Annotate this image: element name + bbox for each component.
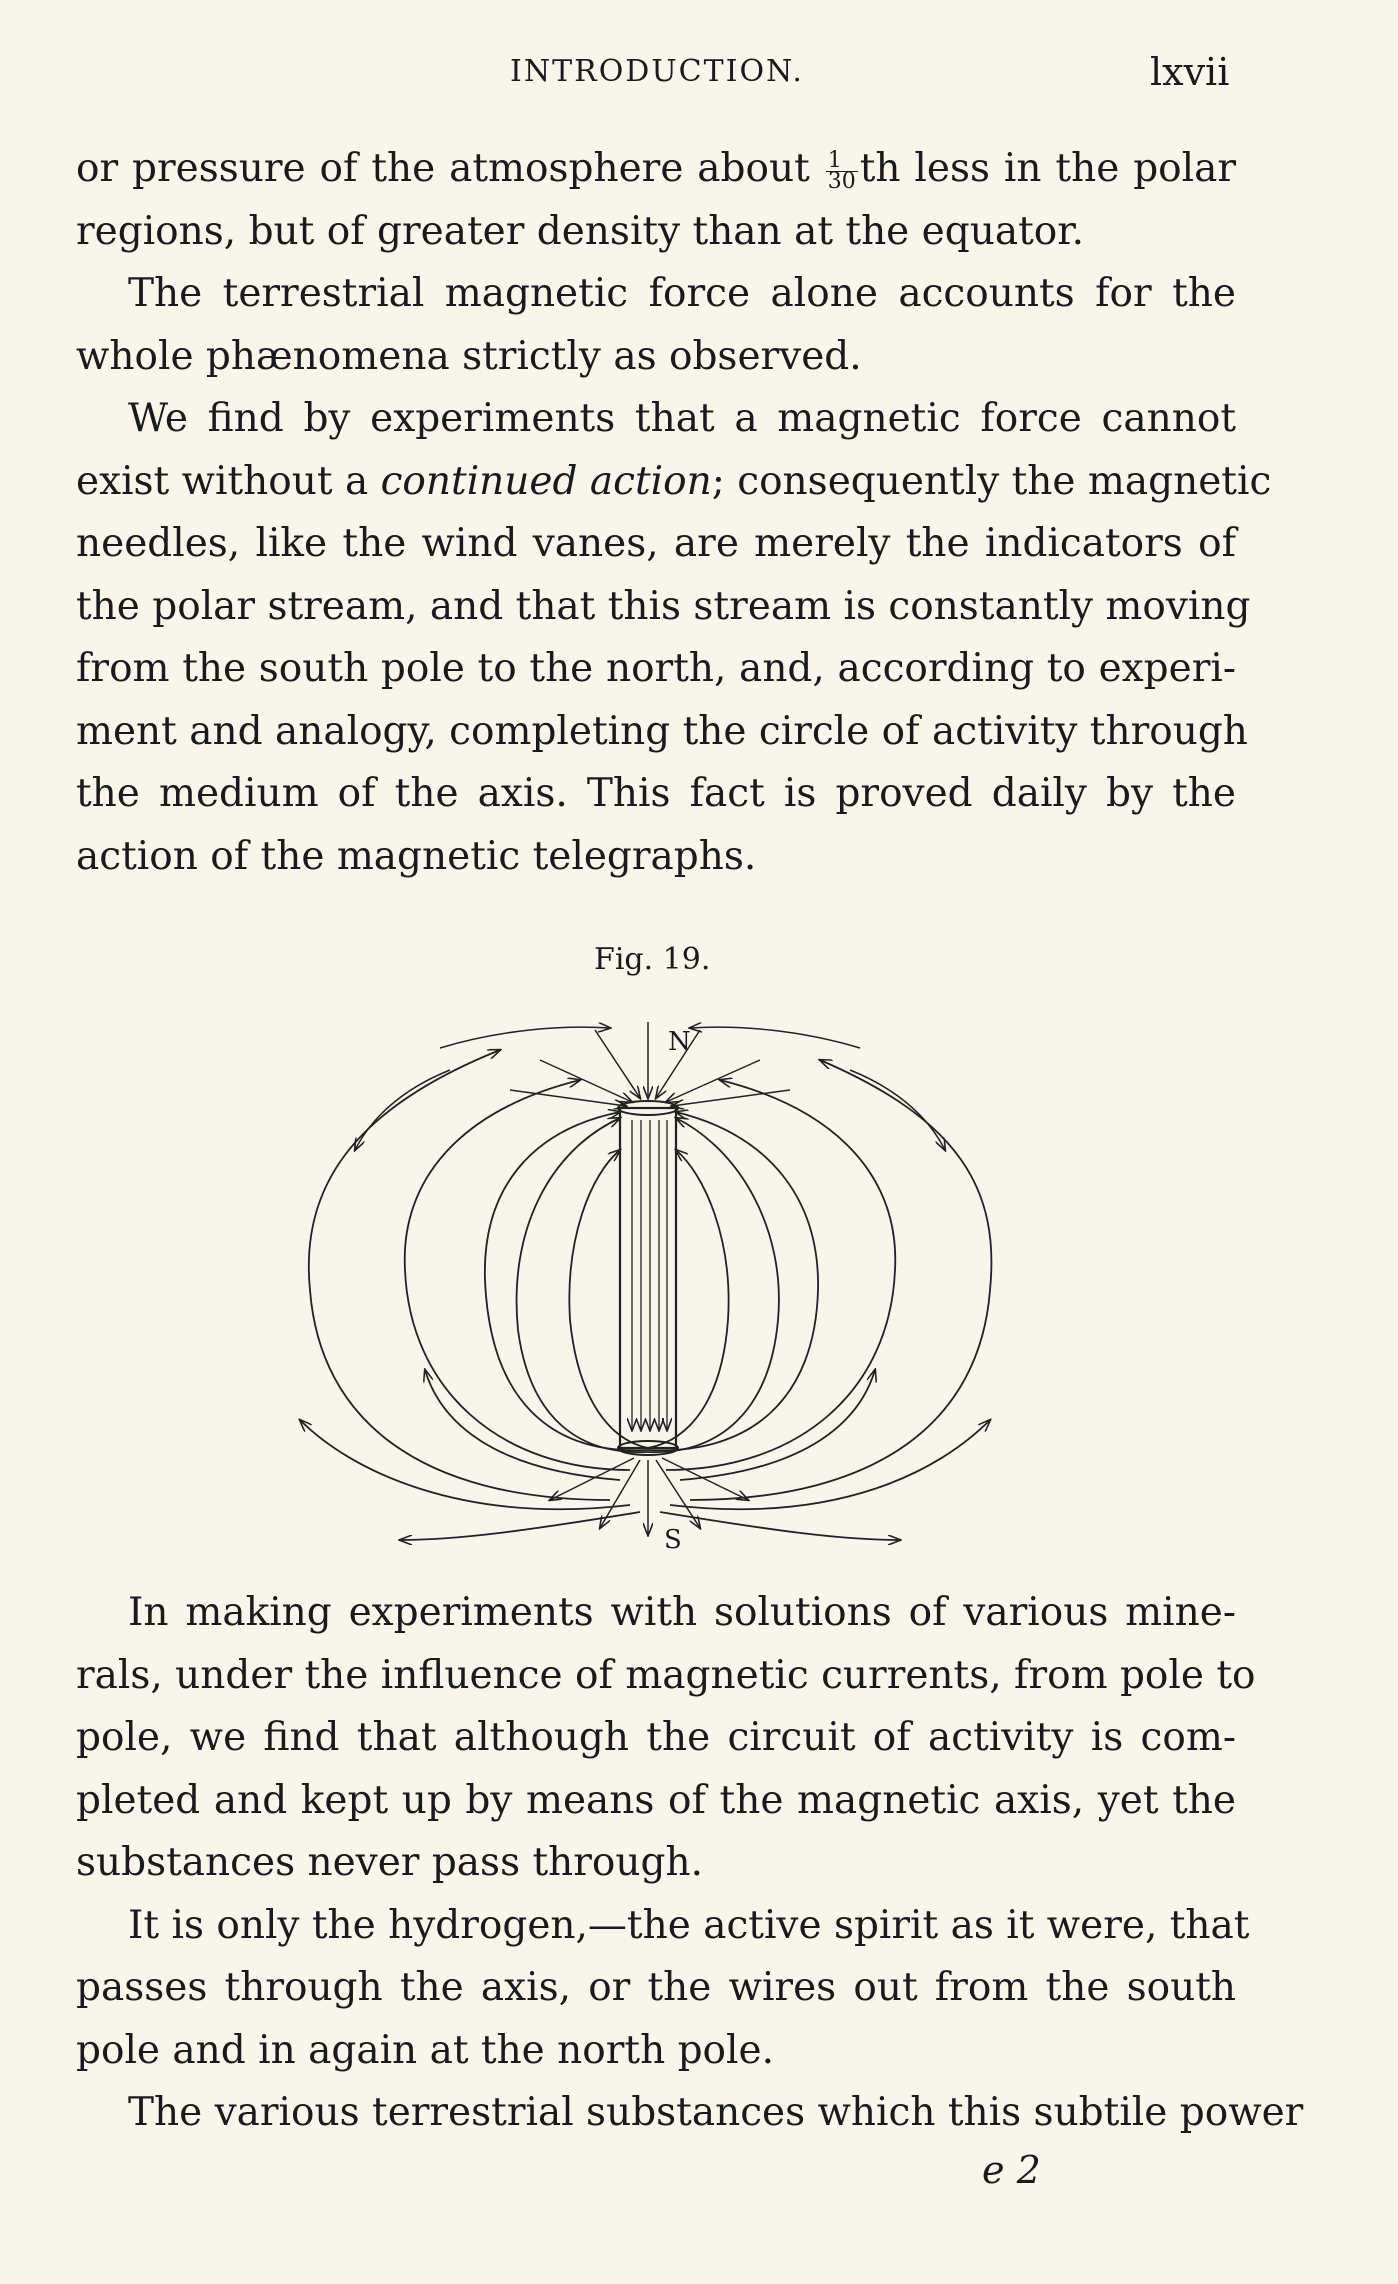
paragraph-line: ment and analogy, completing the circle of activity through xyxy=(76,708,1248,754)
paragraph-line: or pressure of the atmosphere about $\frac{1}{30}$ th less in the polar xyxy=(76,146,1237,194)
paragraph-line: whole phænomena strictly as observed. xyxy=(76,333,862,379)
paragraph-line: the polar stream, and that this stream is constantly moving xyxy=(76,583,1251,629)
text-block-upper xyxy=(76,138,1272,888)
figure-caption: Fig. 19. xyxy=(594,942,711,977)
paragraph-line: The various terrestrial substances which this subtile power xyxy=(128,2090,1304,2135)
paragraph-line: passes through the axis, or the wires out from the south xyxy=(76,1965,1236,2010)
south-pole-rays xyxy=(550,1458,748,1535)
page-number: lxvii xyxy=(1150,50,1230,94)
paragraph-line: pleted and kept up by means of the magnetic axis, yet the xyxy=(76,1777,1236,1823)
paragraph-line: exist without a continued action; consequently the magnetic xyxy=(76,458,1272,504)
magnetic-field-diagram xyxy=(200,1000,1100,1560)
paragraph-line: substances never pass through. xyxy=(76,1840,703,1885)
paragraph-line: It is only the hydrogen,—the active spirit as it were, that xyxy=(128,1902,1250,1948)
paragraph-line: needles, like the wind vanes, are merely the indicators of xyxy=(76,521,1236,566)
south-pole-label: S xyxy=(664,1525,682,1555)
paragraph-line: action of the magnetic telegraphs. xyxy=(76,833,757,879)
outer-field-lines xyxy=(300,1050,991,1540)
paragraph-line: We find by experiments that a magnetic force cannot xyxy=(128,396,1236,441)
paragraph-line: The terrestrial magnetic force alone accounts for the xyxy=(128,271,1236,316)
paragraph-line: pole and in again at the north pole. xyxy=(76,2027,774,2073)
paragraph-line: regions, but of greater density than at the equator. xyxy=(76,208,1084,254)
running-header-title: INTRODUCTION. xyxy=(510,54,804,89)
text-block-lower xyxy=(76,1582,1304,2145)
north-pole-label: N xyxy=(668,1027,691,1057)
emphasis-text: continued action xyxy=(380,458,712,504)
fraction: $\frac{1}{30}$ xyxy=(827,147,856,194)
paragraph-line: rals, under the influence of magnetic currents, from pole to xyxy=(76,1652,1256,1698)
paragraph-line: from the south pole to the north, and, according to experi- xyxy=(76,646,1236,691)
axis-internal-arrows xyxy=(632,1120,667,1430)
north-pole-rays xyxy=(510,1022,790,1106)
paragraph-line: In making experiments with solutions of various mine- xyxy=(128,1590,1236,1635)
signature-mark: e 2 xyxy=(982,2148,1041,2192)
paragraph-line: the medium of the axis. This fact is proved daily by the xyxy=(76,771,1236,816)
inner-field-lines xyxy=(485,1112,818,1452)
paragraph-line: pole, we find that although the circuit of activity is com- xyxy=(76,1715,1236,1760)
